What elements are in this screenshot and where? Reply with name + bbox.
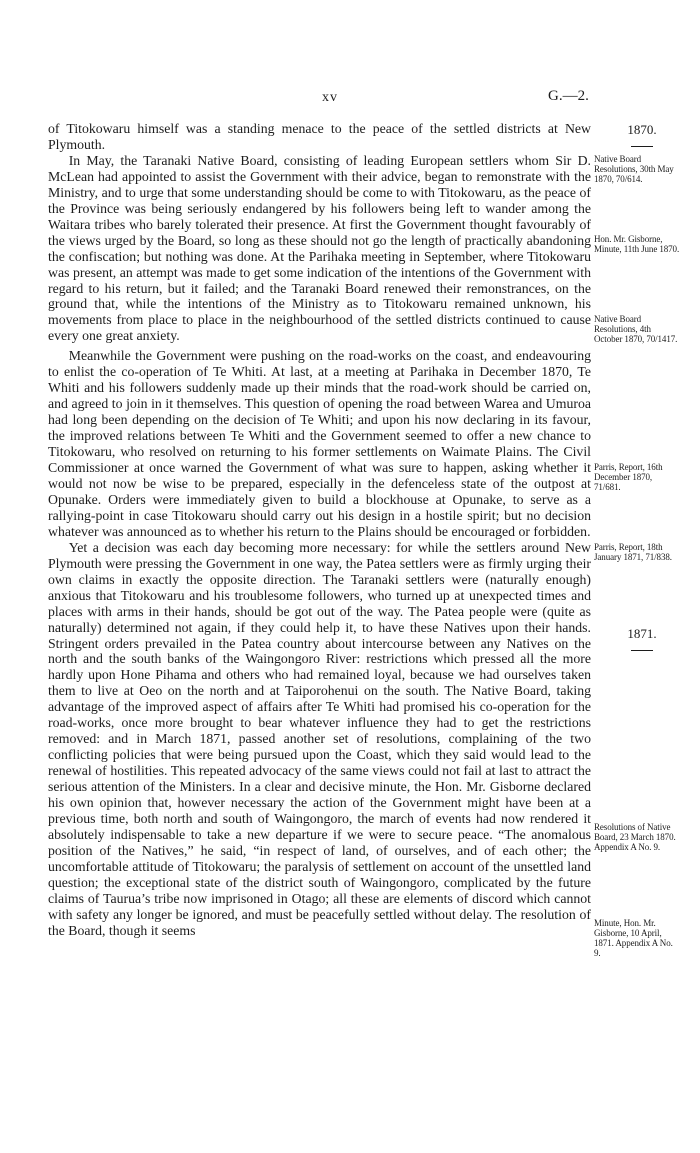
paragraph: of Titokowaru himself was a standing menace to the peace of the settled districts at New Plymouth.: [48, 121, 591, 152]
margin-year-1870: [612, 122, 672, 147]
paragraph: Meanwhile the Government were pushing on the road-works on the coast, and endeavouring to enlist the co-operation of Te Whiti. At last, at a meeting at Parihaka in December 1870, Te Whiti and his followers suddenly made up their minds that the road-work should be carried on, and agreed to join in it themselves. This question of opening the road between Warea and Umuroa had long been depending on the decision of Te Whiti; and upon his now declaring in its favour, the improved relations between Te Whiti and the Government seemed to offer a new chance to Titokowaru, who resolved on returning to his former settlements on Waimate Plains. The Civil Commissioner at once warned the Government of what was sure to happen, asking whether it would not now be wise to be prepared, especially in the defenceless state of the outpost at Opunake. Orders were immediately given to build a blockhouse at Opunake, to serve as a rallying-point in case Titokowaru should carry out his design in a hostile spirit; but no decision whatever was announced as to whether his return to the Plains should be encouraged or forbidden.: [48, 348, 591, 539]
margin-divider: [631, 650, 653, 651]
margin-note: Native Board Resolutions, 4th October 1870, 70/1417.: [594, 314, 678, 344]
margin-note: Native Board Resolutions, 30th May 1870, 70/614.: [594, 154, 674, 184]
page-number: xv: [322, 90, 338, 105]
margin-divider: [631, 146, 653, 147]
body-text: [48, 121, 591, 939]
margin-note: Parris, Report, 16th December 1870, 71/681.: [594, 462, 663, 492]
margin-year-label: 1871.: [627, 626, 657, 641]
margin-note: Minute, Hon. Mr. Gisborne, 10 April, 1871. Appendix A No. 9.: [594, 918, 673, 958]
margin-note: Hon. Mr. Gisborne, Minute, 11th June 1870.: [594, 234, 680, 254]
margin-note: Resolutions of Native Board, 23 March 1870. Appendix A No. 9.: [594, 822, 676, 852]
paragraph: In May, the Taranaki Native Board, consisting of leading European settlers whom Sir D. McLean had appointed to assist the Government with their advice, began to remonstrate with the Ministry, and to urge that some understanding should be come to with Titokowaru, as the peace of the Province was being seriously endangered by his followers being left to wander among the Waitara tribes who barely tolerated their presence. At first the Government thought favourably of the views urged by the Board, so long as these should not go the length of practically abandoning the confiscation; but nothing was done. At the Parihaka meeting in September, where Titokowaru was present, an attempt was made to get some indication of the intentions of the Government with regard to his return, but it failed; and the Taranaki Board renewed their remonstrances, on the ground that, while the intentions of the Ministry as to Titokowaru remained unknown, his movements from place to place in the neighbourhood of the settled districts continued to cause every one great anxiety.: [48, 152, 591, 344]
margin-year-label: 1870.: [627, 122, 657, 137]
margin-year-1871: [612, 626, 672, 651]
margin-note: Parris, Report, 18th January 1871, 71/838.: [594, 542, 672, 562]
document-reference: G.—2.: [548, 88, 589, 104]
paragraph: Yet a decision was each day becoming more necessary: for while the settlers around New Plymouth were pressing the Government in one way, the Patea settlers were as firmly urging their own claims in exactly the opposite direction. The Taranaki settlers were (naturally enough) anxious that Titokowaru and his troublesome followers, who turned up at unexpected times and places with arms in their hands, should be got out of the way. The Patea people were (quite as naturally) determined not again, if they could help it, to have these Natives upon their hands. Stringent orders prevailed in the Patea country about intercourse between any Natives on the north and the south banks of the Waingongoro River: restrictions which pressed all the more hardly upon Hone Pihama and others who had remained loyal, because we had ourselves taken them to live at Oeo on the north and at Taiporohenui on the south. The Native Board, taking advantage of the improved aspect of affairs after Te Whiti had promised his co-operation for the road-works, once more brought to bear whatever influence they had to get the restrictions removed: and in March 1871, passed another set of resolutions, complaining of the two conflicting policies that were being pursued upon the Coast, which they said would lead to the renewal of hostilities. This repeated advocacy of the same views could not fail at last to attract the serious attention of the Ministers. In a clear and decisive minute, the Hon. Mr. Gisborne declared his own opinion that, however necessary the action of the Government might have been at a previous time, both north and south of Waingongoro, the march of events had now rendered it absolutely indispensable to take a new departure if we were to secure peace. “The anomalous position of the Natives,” he said, “in respect of land, of ourselves, and of each other; the uncomfortable attitude of Titokowaru; the paralysis of settlement on account of the unsettled land question; the exceptional state of the district south of Waingongoro, complicated by the future claims of Taurua’s tribe now imprisoned in Otago; all these are elements of discord which cannot with safety any longer be ignored, and must be peacefully settled without delay. The resolution of the Board, though it seems: [48, 539, 591, 938]
